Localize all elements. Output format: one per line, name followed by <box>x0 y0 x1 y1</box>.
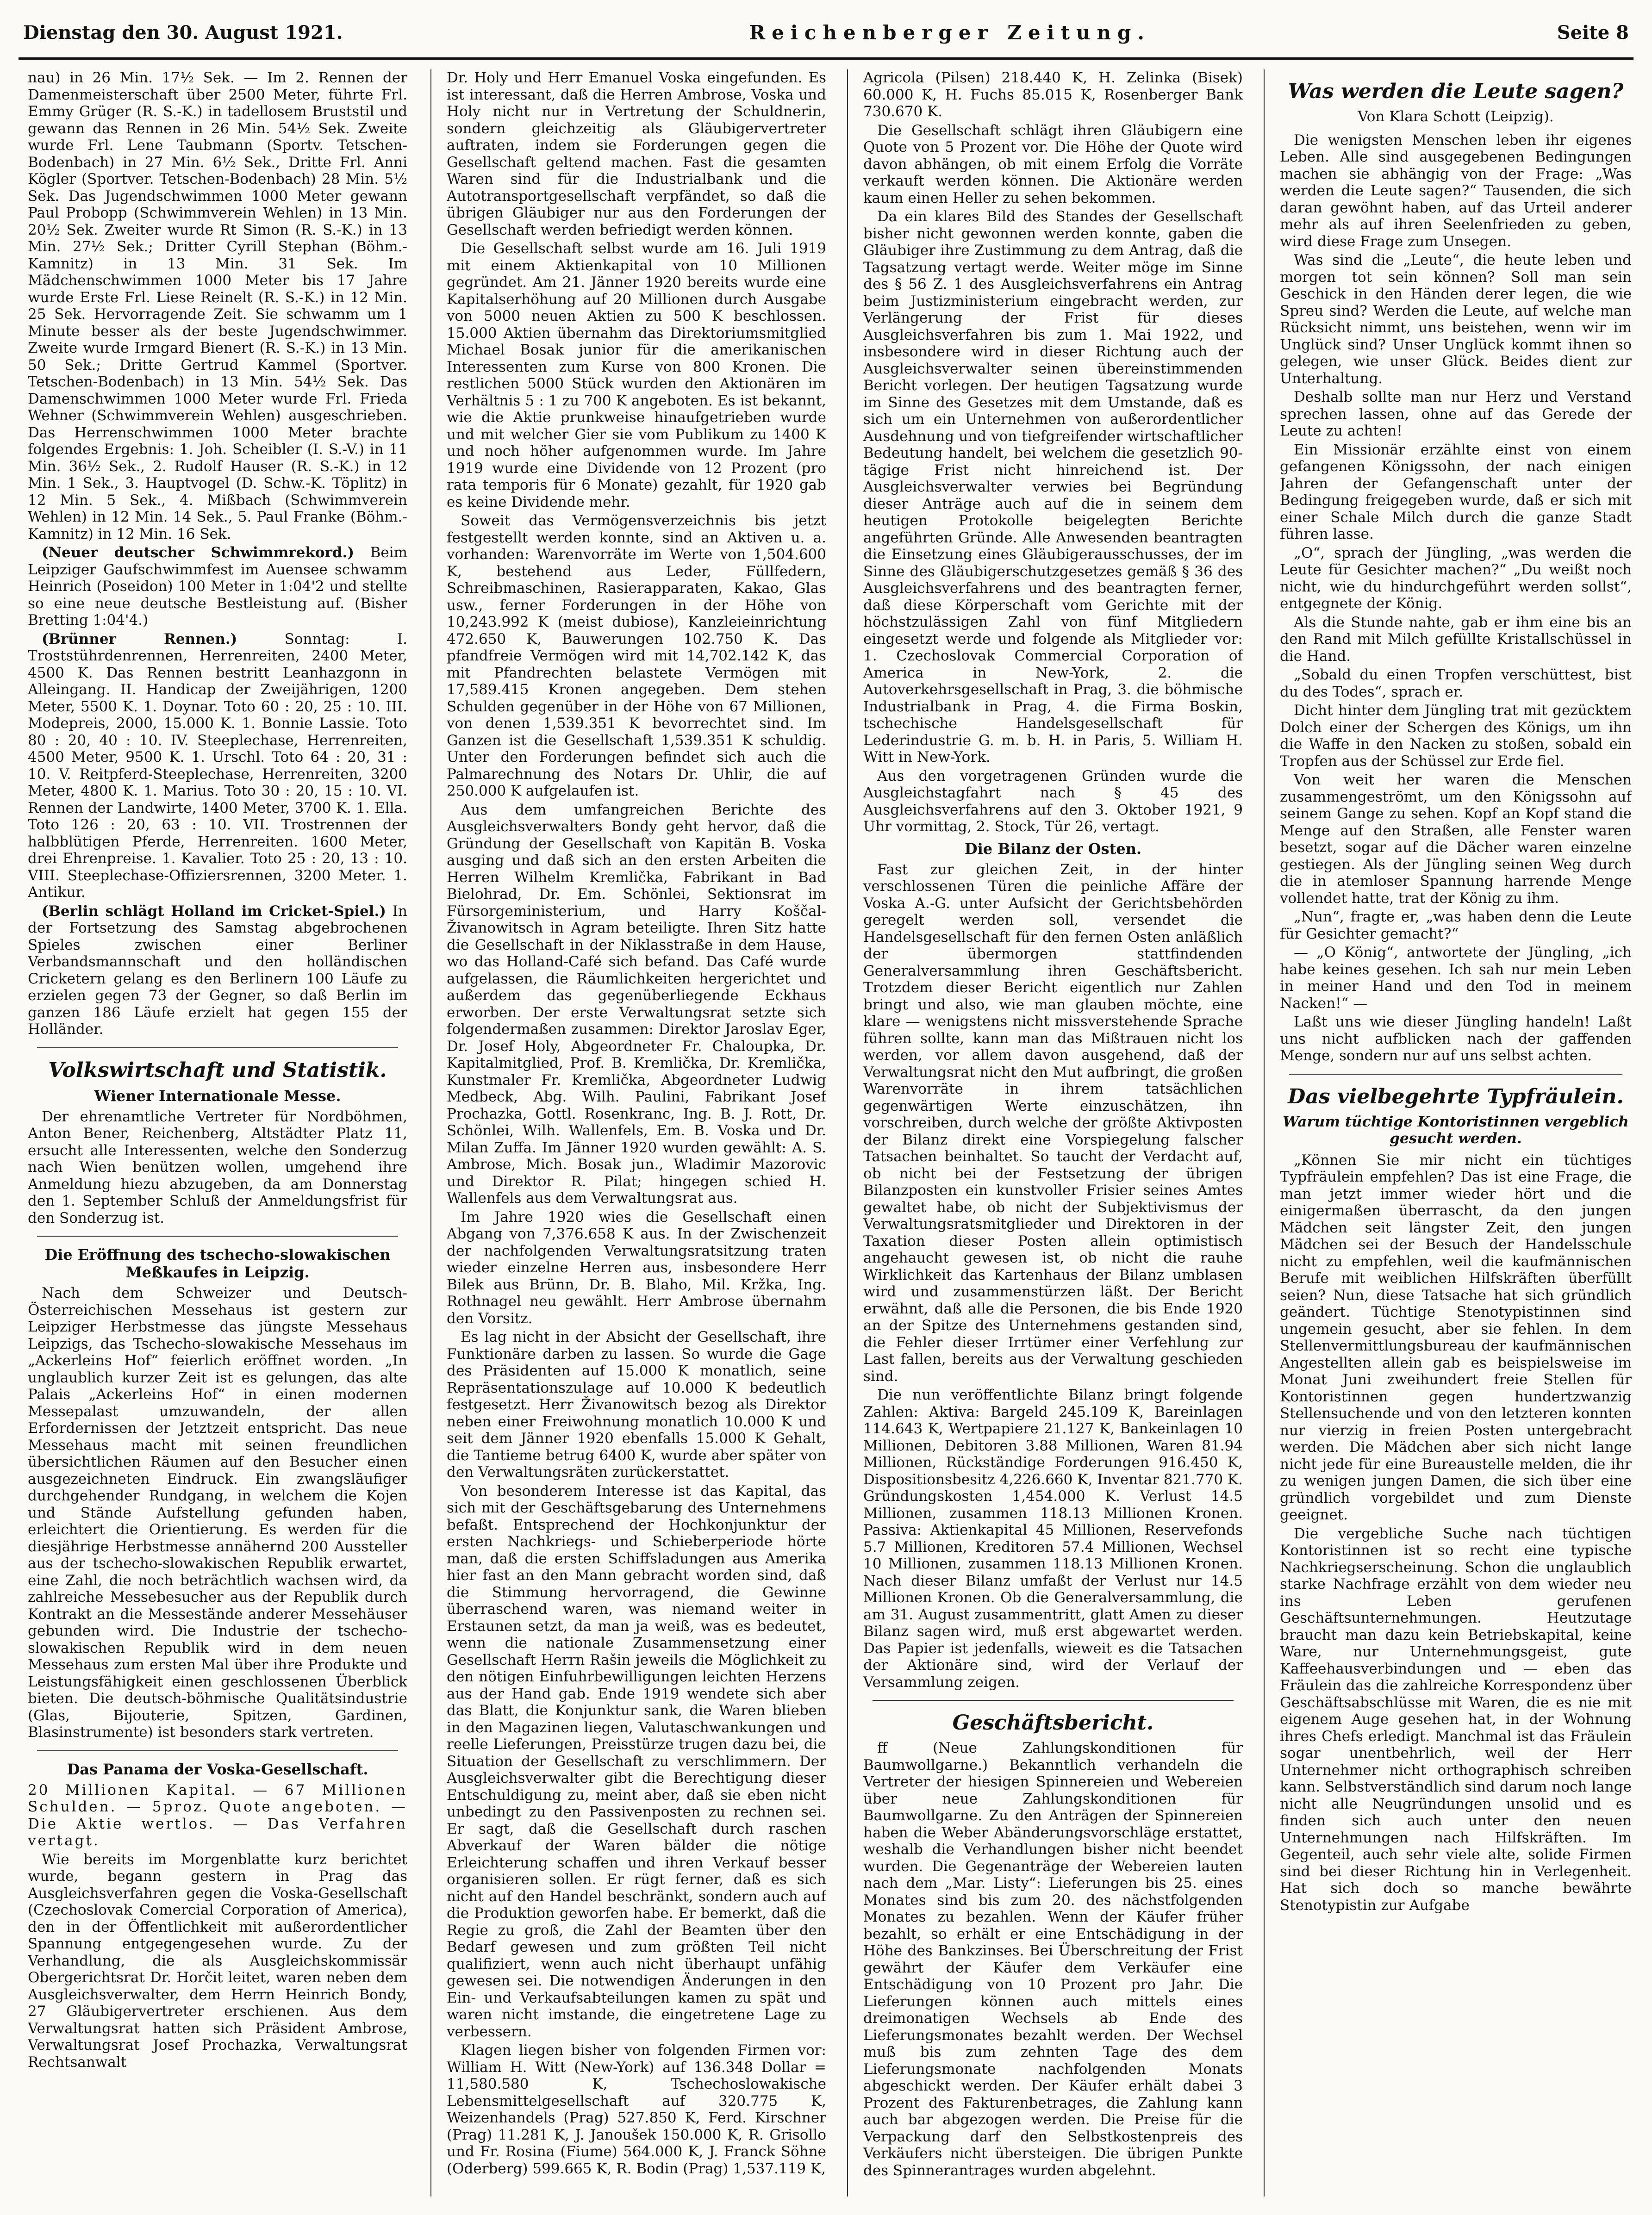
panama-subheading: 20 Millionen Kapital. — 67 Millionen Schulden. — 5proz. Quote angeboten. — Die Aktie wertlos. — Das Verfahren vertagt. <box>28 1781 407 1849</box>
geschaeftsbericht-text: ff (Neue Zahlungskonditionen für Baumwollgarne.) Bekanntlich verhandeln die Vertreter der hiesigen Spinnereien und Webereien über neue Zahlungskonditionen für Baumwollgarne. Zu den Anträgen der Spinnereien haben die Weber Abänderungsvorschläge erstattet, weshalb die Verhandlungen bisher nicht beendet wurden. Die Gegenanträge der Webereien lauten nach dem „Mar. Listy“: Lieferungen bis 25. eines Monates sind bis zum 20. des nächstfolgenden Monates zu bezahlen. Wenn der Käufer früher bezahlt, so erhält er eine Entschädigung in der Höhe des Bankzinses. Bei Überschreitung der Frist gewährt der Käufer dem Verkäufer eine Entschädigung von 10 Prozent pro Jahr. Die Lieferungen können auch mittels eines dreimonatigen Wechsels ab Ende des Lieferungsmonates bezahlt werden. Der Wechsel muß bis zum zehnten Tage des dem Lieferungsmonate nachfolgenden Monats abgeschickt werden. Der Käufer erhält dabei 3 Prozent des Fakturenbetrages, die Zahlung kann auch bar abgezogen werden. Die Preise für die Verpackung darf den Selbstkostenpreis des Verkäufers nicht übersteigen. Die übrigen Punkte des Spinnerantrages wurden abgelehnt. <box>863 1740 1243 2179</box>
bilanz-paragraph: Fast zur gleichen Zeit, in der hinter verschlossenen Türen die peinliche Affäre der Voska A.-G. unter Aufsicht der Gerichtsbehörden geregelt werden soll, versendet die Handelsgesellschaft für den fernen Osten anläßlich der übermorgen stattfindenden Generalversammlung ihren Geschäftsbericht. Trotzdem dieser Bericht eigentlich nur Zahlen bringt und also, wie man glauben möchte, eine klare — wenigstens nicht missverstehende Sprache führen sollte, kann man das Mißtrauen nicht los werden, vor allem davon ausgehend, daß der Verwaltungsrat nicht den Mut aufbringt, die großen Warenvorräte in ihrem tatsächlichen gegenwärtigen Werte einzuschätzen, ihn vorschreiben, durch welche der größte Aktivposten der Bilanz direkt eine Vorspiegelung falscher Tatsachen beinhaltet. So taucht der Verdacht auf, ob nicht bei der Festsetzung der übrigen Bilanzposten ein kunstvoller Frisier seines Amtes gewaltet habe, ob nicht der Subjektivismus der Verwaltungsratsmitglieder und Direktoren in der Taxation dieser Posten allein optimistisch angehaucht gewesen ist, ob nicht die rauhe Wirklichkeit das Kartenhaus der Bilanz umblasen wird und zusammenstürzen läßt. Der Bericht erwähnt, daß alle die Personen, die bis Ende 1920 an der Spitze des Unternehmens gestanden sind, die Fehler dieser Irrtümer einer Verfehlung zur Last fallen, bereits aus der Verwaltung geschieden sind. <box>863 861 1243 1385</box>
cricket-text: In der Fortsetzung des Samstag abgebrochenen Spieles zwischen einer Berliner Verbandsmannschaft und den holländischen Cricketern gelang es den Berlinern 100 Läufe zu erzielen gegen 73 der Gegner, so daß Berlin im ganzen 186 Läufe erzielt hat gegen 155 der Holländer. <box>28 902 407 1038</box>
section-heading-volkswirtschaft: Volkswirtschaft und Statistik. <box>48 1058 387 1082</box>
column-2 <box>447 69 826 2196</box>
column-rule <box>430 69 431 2196</box>
bilanz-heading: Die Bilanz der Osten. <box>964 840 1142 858</box>
story-paragraph: „O“, sprach der Jüngling, „was werden die Leute für Gesichter machen?“ „Du weißt noch nicht, wie du hindurchgeführt werden sollst“, entgegnete der König. <box>1280 544 1632 612</box>
record-text: Beim Leipziger Gaufschwimmfest im Auensee schwamm Heinrich (Poseidon) 100 Meter in 1:04'2 und stellte so eine neue deutsche Bestleistung auf. (Bisher Bretting 1:04'4.) <box>28 544 407 628</box>
panama-heading: Das Panama der Voska-Gesellschaft. <box>67 1760 368 1778</box>
voska-paragraph: Die Gesellschaft selbst wurde am 16. Juli 1919 mit einem Aktienkapital von 10 Millionen gegründet. Am 21. Jänner 1920 bereits wurde eine Kapitalserhöhung auf 20 Millionen durch Ausgabe von 5000 neuen Aktien zu 500 K beschlossen. 15.000 Aktien übernahm das Direktoriumsmitglied Michael Bosak junior für die amerikanischen Interessenten zum Kurse von 800 Kronen. Die restlichen 5000 Stück wurden den Aktionären im Verhältnis 5 : 1 zu 700 K angeboten. Es ist bekannt, wie die Aktie prunkweise hinaufgetrieben wurde und mit welcher Gier sie vom Publikum zu 1400 K und noch höher aufgenommen wurde. Im Jahre 1919 wurde eine Dividende von 12 Prozent (pro rata temporis für 6 Monate) gezahlt, für 1920 gab es keine Dividende mehr. <box>447 240 826 510</box>
eroeffnung-heading: Die Eröffnung des tschecho-slowakischen Meßkaufes in Leipzig. <box>44 1246 391 1281</box>
column-rule <box>847 69 848 2196</box>
story-title: Das vielbegehrte Typfräulein. <box>1288 1084 1624 1108</box>
cricket-heading: (Berlin schlägt Holland im Cricket-Spiel.) <box>42 902 386 920</box>
story-subtitle: Warum tüchtige Kontoristinnen vergeblich gesucht werden. <box>1283 1113 1629 1147</box>
voska-paragraph: Da ein klares Bild des Standes der Gesellschaft bisher nicht gewonnen werden konnte, gaben die Gläubiger ihre Zustimmung zu dem Antrag, daß die Tagsatzung vertagt werde. Weiter möge im Sinne des § 56 Z. 1 des Ausgleichsverfahrens ein Antrag beim Justizministerium eingebracht werden, zur Verlängerung der Frist für dieses Ausgleichsverfahren bis zum 1. Mai 1922, und insbesondere wird in dieser Richtung auch der Ausgleichsverwalter seinen übereinstimmenden Bericht vorlegen. Der heutigen Tagsatzung wurde im Sinne des Gesetzes mit dem Umstande, daß es sich um ein Unternehmen von außerordentlicher Ausdehnung und von tiefgreifender wirtschaftlicher Bedeutung handelt, bei welchem die gesetzlich 90-tägige Frist nicht hinreichend ist. Der Ausgleichsverwalter verwies bei Begründung dieser Anträge auch auf die in seinem dem heutigen Protokolle beigelegten Berichte angeführten Gründe. Alle Anwesenden beantragten die Einsetzung eines Gläubigerausschusses, der im Sinne des Gläubigerschutzgesetzes gemäß § 36 des Ausgleichsverfahrens und des beantragten ferner, daß diese Körperschaft vom Gerichte mit der höchstzulässigen Zahl von fünf Mitgliedern eingesetzt werde und folgende als Mitglieder vor: 1. Czechoslovak Commercial Corporation of America in New-York, 2. die Autoverkehrsgesellschaft in Prag, 3. die böhmische Industrialbank in Prag, 4. die Firma Boskin, tschechische Handelsgesellschaft für Lederindustrie G. m. b. H. in Paris, 5. William H. Witt in New-York. <box>863 208 1243 765</box>
masthead <box>23 9 1629 56</box>
story-author: Von Klara Schott (Leipzig). <box>1358 108 1554 125</box>
messe-heading: Wiener Internationale Messe. <box>94 1087 341 1105</box>
page-number: Seite 8 <box>1557 21 1629 44</box>
issue-date: Dienstag den 30. August 1921. <box>23 21 343 44</box>
story-title: Was werden die Leute sagen? <box>1288 80 1624 103</box>
voska-paragraph: Agricola (Pilsen) 218.440 K, H. Zelinka (Bisek) 60.000 K, H. Fuchs 85.015 K, Rosenberger Bank 730.670 K. <box>863 69 1243 120</box>
article-divider <box>37 1236 398 1237</box>
story-paragraph: Deshalb sollte man nur Herz und Verstand sprechen lassen, ohne auf das Gerede der Leute zu achten! <box>1280 389 1632 439</box>
bruenn-heading: (Brünner Rennen.) <box>42 630 237 647</box>
story-paragraph: Als die Stunde nahte, gab er ihm eine bis an den Rand mit Milch gefüllte Kristallschüssel in die Hand. <box>1280 614 1632 665</box>
voska-paragraph: Es lag nicht in der Absicht der Gesellschaft, ihre Funktionäre darben zu lassen. So wurde die Gage des Präsidenten auf 15.000 K monatlich, seine Repräsentationszulage auf 10.000 K bedeutlich festgesetzt. Herr Živanowitsch bezog als Direktor neben einer Freiwohnung monatlich 10.000 K und seit dem Jänner 1920 ebenfalls 15.000 K Gehalt, die Tantieme betrug 6400 K, wurde aber später von den Verwaltungsräten zurückerstattet. <box>447 1329 826 1481</box>
story-paragraph: Laßt uns wie dieser Jüngling handeln! Laßt uns nicht aufblicken nach der gaffenden Menge, sondern nur auf uns selbst achten. <box>1280 1014 1632 1064</box>
column-1 <box>28 69 407 2196</box>
sport-report: nau) in 26 Min. 17½ Sek. — Im 2. Rennen der Damenmeisterschaft über 2500 Meter, führte Frl. Emmy Grüger (R. S.-K.) in tadellosem Bruststil und gewann das Rennen in 26 Min. 54½ Sek. Zweite wurde Frl. Lene Taubmann (Sportv. Tetschen-Bodenbach) in 27 Min. 6½ Sek., Dritte Frl. Anni Kögler (Sportver. Tetschen-Bodenbach) 28 Min. 5½ Sek. Das Jugendschwimmen 1000 Meter gewann Paul Probopp (Schwimmverein Wehlen) in 13 Min. 20½ Sek. Zweiter wurde Rt Simon (R. S.-K.) in 13 Min. 27½ Sek.; Dritter Cyrill Stephan (Böhm.-Kamnitz) in 13 Min. 31 Sek. Im Mädchenschwimmen 1000 Meter bis 17 Jahre wurde Erste Frl. Liese Reinelt (R. S.-K.) in 12 Min. 25 Sek. Hervorragende Zeit. Sie schwamm um 1 Minute besser als der beste Jugendschwimmer. Zweite wurde Irmgard Bienert (R. S.-K.) in 13 Min. 50 Sek.; Dritte Gertrud Kammel (Sportver. Tetschen-Bodenbach) in 13 Min. 54½ Sek. Das Damenschwimmen 1000 Meter wurde Frl. Frieda Wehner (Schwimmverein Wehlen) ausgeschrieben. Das Herrenschwimmen 1000 Meter brachte folgendes Ergebnis: 1. Joh. Scheibler (I. S.-V.) in 11 Min. 36½ Sek., 2. Rudolf Hauser (R. S.-K.) in 12 Min. 1 Sek., 3. Hauptvogel (D. Schw.-K. Töplitz) in 12 Min. 5 Sek., 4. Mißbach (Schwimmverein Wehlen) in 12 Min. 14 Sek., 5. Paul Franke (Böhm.-Kamnitz) in 12 Min. 16 Sek. <box>28 69 407 542</box>
voska-paragraph: Dr. Holy und Herr Emanuel Voska eingefunden. Es ist interessant, daß die Herren Ambrose, Voska und Holy nicht nur in Vertretung der Schuldnerin, sondern gleichzeitig als Gläubigervertreter auftraten, indem sie Forderungen gegen die Gesellschaft geltend machen. Fast die gesamten Waren sind für die Industrialbank und die Autotransportgesellschaft verpfändet, so daß die übrigen Gläubiger nur aus den Forderungen der Gesellschaft werden befriedigt werden können. <box>447 69 826 238</box>
story-paragraph: Dicht hinter dem Jüngling trat mit gezücktem Dolch einer der Schergen des Königs, um ihn die Waffe in den Nacken zu stoßen, sobald ein Tropfen aus der Schüssel zur Erde fiel. <box>1280 702 1632 770</box>
bilanz-paragraph: Die nun veröffentlichte Bilanz bringt folgende Zahlen: Aktiva: Bargeld 245.109 K, Bareinlagen 114.643 K, Wertpapiere 21.127 K, Bankeinlagen 10 Millionen, Debitoren 3.88 Millionen, Waren 81.94 Millionen, Rückständige Forderungen 916.450 K, Dispositionsbesitz 4,226.660 K, Inventar 821.770 K. Gründungskosten 1,454.000 K. Verlust 14.5 Millionen, zusammen 118.13 Millionen Kronen. Passiva: Aktienkapital 45 Millionen, Reservefonds 5.7 Millionen, Kreditoren 57.4 Millionen, Wechsel 10 Millionen, zusammen 118.13 Millionen Kronen. Nach dieser Bilanz umfaßt der Verlust nur 14.5 Millionen Kronen. Ob die Generalversammlung, die am 31. August zusammentritt, glatt Amen zu dieser Bilanz sagen wird, muß erst abgewartet werden. Das Papier ist jedenfalls, wieweit es die Tatsachen der Aktionäre sind, wird der Verlauf der Versammlung zeigen. <box>863 1387 1243 1691</box>
eroeffnung-text: Nach dem Schweizer und Deutsch-Österreichischen Messehaus ist gestern zur Leipziger Herbstmesse das jüngste Messehaus Leipzigs, das Tschecho-slowakische Messehaus im „Ackerleins Hof“ feierlich eröffnet worden. „In unglaublich kurzer Zeit ist es gelungen, das alte Palais „Ackerleins Hof“ in einen modernen Messepalast umzuwandeln, der allen Erfordernissen der Jetztzeit entspricht. Das neue Messehaus macht mit seinen freundlichen übersichtlichen Räumen auf den Besucher einen ausgezeichneten Eindruck. Ein zwangsläufiger durchgehender Rundgang, in welchem die Kojen und Stände Aufstellung gefunden haben, erleichtert die Orientierung. Es werden für die diesjährige Herbstmesse annähernd 200 Aussteller aus der tschecho-slowakischen Republik erwartet, eine Zahl, die noch beträchtlich wachsen wird, da zahlreiche Messebesucher aus der Republik durch Kontrakt an die Messestände anderer Messehäuser gebunden wird. Die Industrie der tschecho-slowakischen Republik wird in dem neuen Messehaus zum ersten Mal über ihre Produkte und Leistungsfähigkeit einen geschlossenen Überblick bieten. Die deutsch-böhmische Qualitätsindustrie (Glas, Bijouterie, Spitzen, Gardinen, Blasinstrumente) ist besonders stark vertreten. <box>28 1285 407 1741</box>
record-heading: (Neuer deutscher Schwimmrekord.) <box>42 544 355 561</box>
column-rule <box>1264 69 1265 2196</box>
article-divider <box>37 1750 398 1751</box>
messe-text: Der ehrenamtliche Vertreter für Nordböhmen, Anton Bener, Reichenberg, Altstädter Platz 11, ersucht alle Interessenten, welche den Sonderzug nach Wien benützen wollen, umgehend ihre Anmeldung hiezu abzugeben, da am Donnerstag den 1. September Schluß der Anmeldungsfrist für den Sonderzug ist. <box>28 1108 407 1226</box>
article-divider <box>1289 1074 1622 1075</box>
story-paragraph: Was sind die „Leute“, die heute leben und morgen tot sein können? Soll man sein Geschick in den Händen derer legen, die wie Spreu sind? Werden die Leute, auf welche man Rücksicht nimmt, uns beistehen, wenn wir im Unglück sind? Unser Unglück kommt ihnen so gelegen, wie unser Glück. Beides dient zur Unterhaltung. <box>1280 252 1632 387</box>
story-paragraph: „Nun“, fragte er, „was haben denn die Leute für Gesichter gemacht?“ <box>1280 908 1632 942</box>
masthead-rule <box>19 57 1633 60</box>
story-paragraph: Die vergebliche Suche nach tüchtigen Kontoristinnen ist so recht eine typische Nachkriegserscheinung. Schon die unglaublich starke Nachfrage erzählt von dem wieder neu ins Leben gerufenen Geschäftsunternehmungen. Heutzutage braucht man dazu kein Betriebskapital, keine Ware, nur Unternehmungsgeist, gute Kaffeehausverbindungen und — eben das Fräulein das die zahlreiche Korrespondenz über Geschäftsabschlüsse mit Waren, die es nie mit eigenem Auge gesehen hat, in der Wohnung ihres Chefs erledigt. Manchmal ist das Fräulein sogar unentbehrlich, weil der Herr Unternehmer nicht orthographisch schreiben kann. Selbstverständlich sind darum noch lange nicht alle Neugründungen unsolid und es finden sich auch unter den neuen Unternehmungen nach Hilfskräften. Im Gegenteil, auch sehr viele alte, solide Firmen sind bei dieser Richtung hin in Verlegenheit. Hat sich doch so manche bewährte Stenotypistin zur Aufgabe <box>1280 1525 1632 1914</box>
article-divider <box>873 1700 1234 1701</box>
column-3 <box>863 69 1243 2196</box>
voska-paragraph: Klagen liegen bisher von folgenden Firmen vor: William H. Witt (New-York) auf 136.348 Dollar = 11,580.580 K, Tschechoslowakische Lebensmittelgesellschaft auf 320.775 K, Weizenhandels (Prag) 527.850 K, Ferd. Kirschner (Prag) 11.281 K, J. Janoušek 150.000 K, R. Grisollo und Fr. Rosina (Fiume) 564.000 K, J. Franck Söhne (Oderberg) 599.665 K, R. Bodin (Prag) 1,537.119 K, <box>447 2042 826 2177</box>
voska-paragraph: Im Jahre 1920 wies die Gesellschaft einen Abgang von 7,376.658 K aus. In der Zwischenzeit der nachfolgenden Verwaltungsratsitzung traten wieder einzelne Herren aus, insbesondere Herr Bilek aus Brünn, Dr. B. Blaho, Mil. Kržka, Ing. Rothnagel neu gewählt. Herr Ambrose übernahm den Vorsitz. <box>447 1208 826 1327</box>
story-paragraph: Die wenigsten Menschen leben ihr eigenes Leben. Alle sind ausgegebenen Bedingungen machen sie abhängig von der Frage: „Was werden die Leute sagen?“ Tausenden, die sich daran gewöhnt haben, auf das Urteil anderer mehr als auf ihren Seelenfrieden zu geben, wird diese Frage zum Unsegen. <box>1280 131 1632 250</box>
bruenn-text: Sonntag: I. Troststührdenrennen, Herrenreiten, 2400 Meter, 4500 K. Das Rennen bestritt Leanhazgonn in Alleingang. II. Handicap der Zweijährigen, 1200 Meter, 5500 K. 1. Doynar. Toto 60 : 20, 25 : 10. III. Modepreis, 2000, 15.000 K. 1. Bonnie Lassie. Toto 80 : 20, 40 : 10. IV. Steeplechase, Herrenreiten, 4500 Meter, 9500 K. 1. Urschl. Toto 64 : 20, 31 : 10. V. Reitpferd-Steeplechase, Herrenreiten, 3200 Meter, 4800 K. 1. Marius. Toto 30 : 20, 15 : 10. VI. Rennen der Landwirte, 1400 Meter, 3700 K. 1. Ella. Toto 126 : 20, 63 : 10. VII. Trostrennen der halbblütigen Pferde, Herrenreiten. 1600 Meter, drei Ehrenpreise. 1. Kavalier. Toto 25 : 20, 13 : 10. VIII. Steeplechase-Offiziersrennen, 3200 Meter. 1. Antikur. <box>28 630 407 901</box>
voska-paragraph: Soweit das Vermögensverzeichnis bis jetzt festgestellt werden konnte, sind an Aktiven u. a. vorhanden: Warenvorräte im Werte von 1,504.600 K, bestehend aus Leder, Füllfedern, Schreibmaschinen, Rasierapparaten, Kakao, Glas usw., ferner Forderungen in der Höhe von 10,243.992 K (meist dubiose), Kanzleieinrichtung 472.650 K, Bauwerungen 102.750 K. Das pfandfreie Vermögen wird mit 14,702.142 K, das mit Pfandrechten belastete Vermögen mit 17,589.415 Kronen angegeben. Dem stehen Schulden gegenüber in der Höhe von 67 Millionen, von denen 1,539.351 K bevorrechtet sind. Im Ganzen ist die Gesellschaft 1,539.351 K schuldig. Unter den Forderungen befindet sich auch die Palmarechnung des Notars Dr. Uhlir, die auf 250.000 K aufgelaufen ist. <box>447 512 826 799</box>
voska-paragraph: Von besonderem Interesse ist das Kapital, das sich mit der Geschäftsgebarung des Unternehmens befaßt. Entsprechend der Hochkonjunktur der ersten Nachkriegs- und Schieberperiode hörte man, daß die ersten Schiffsladungen aus Amerika hier fast an den Mann gebracht worden sind, daß die Stimmung hervorragend, die Gewinne überraschend waren, was niemand weiter in Erstaunen setzt, da man ja weiß, was es bedeutet, wenn die nationale Zusammensetzung einer Gesellschaft Herrn Rašin jeweils die Möglichkeit zu den nötigen Einfuhrbewilligungen leichten Herzens aus der Hand gab. Ende 1919 wendete sich aber das Blatt, die Konjunktur sank, die Waren blieben in den Magazinen liegen, Valutaschwankungen und reelle Lieferungen, Preisstürze trugen dazu bei, die Situation der Gesellschaft zu verschlimmern. Der Ausgleichsverwalter gibt die Berechtigung dieser Entschuldigung zu, meint aber, daß sie eben nicht unbedingt zu den Passivenposten zu rechnen sei. Er sagt, daß die Gesellschaft durch raschen Abverkauf der Waren bälder die nötige Erleichterung schaffen und ihren Verkauf besser organisieren sollen. Er rügt ferner, daß es sich nicht auf den Handel beschränkt, sondern auch auf die Produktion geworfen habe. Er bemerkt, daß die Regie zu groß, die Zahl der Beamten über den Bedarf gewesen und zum größten Teil nicht qualifiziert, wenn auch nicht überhaupt unfähig gewesen sei. Die notwendigen Änderungen in den Ein- und Verkaufsabteilungen kamen zu spät und waren nicht imstande, die eingetretene Lage zu verbessern. <box>447 1482 826 2040</box>
story-paragraph: — „O König“, antwortete der Jüngling, „ich habe keines gesehen. Ich sah nur mein Leben in meiner Hand und den Tod in meinem Nacken!“ — <box>1280 944 1632 1012</box>
story-paragraph: Von weit her waren die Menschen zusammengeströmt, um den Königssohn auf seinem Gange zu sehen. Kopf an Kopf stand die Menge auf den Straßen, alle Fenster waren besetzt, sogar auf die Dächer waren einzelne gestiegen. Als der Jüngling seinen Weg durch die in atemloser Spannung harrende Menge vollendet hatte, trat der König zu ihm. <box>1280 772 1632 907</box>
panama-text: Wie bereits im Morgenblatte kurz berichtet wurde, begann gestern in Prag das Ausgleichsverfahren gegen die Voska-Gesellschaft (Czechoslovak Comercial Corporation of America), den in der Öffentlichkeit mit außerordentlicher Spannung entgegengesehen wurde. Zu der Verhandlung, die als Ausgleichskommissär Obergerichtsrat Dr. Horčit leitet, waren neben dem Ausgleichsverwalter, dem Herrn Heinrich Bondy, 27 Gläubigervertreter erschienen. Aus dem Verwaltungsrat hatten sich Präsident Ambrose, Verwaltungsrat Josef Prochazka, Verwaltungsrat Rechtsanwalt <box>28 1851 407 2071</box>
section-divider <box>37 1047 398 1048</box>
story-paragraph: Ein Missionär erzählte einst von einem gefangenen Königssohn, der nach einigen Jahren der Gefangenschaft unter der Bedingung freigegeben wurde, daß er sich mit einer Schale Milch durch die ganze Stadt führen lasse. <box>1280 441 1632 542</box>
story-paragraph: „Sobald du einen Tropfen verschüttest, bist du des Todes“, sprach er. <box>1280 666 1632 700</box>
column-4 <box>1280 69 1632 2196</box>
voska-paragraph: Die Gesellschaft schlägt ihren Gläubigern eine Quote von 5 Prozent vor. Die Höhe der Quote wird davon abhängen, ob mit einem Erfolg die Vorräte verkauft werden können. Die Aktionäre werden kaum einen Heller zu sehen bekommen. <box>863 122 1243 206</box>
voska-paragraph: Aus dem umfangreichen Berichte des Ausgleichsverwalters Bondy geht hervor, daß die Gründung der Gesellschaft von Kapitän B. Voska ausging und daß sich an den ersten Arbeiten die Herren Wilhelm Kremlička, Fabrikant in Bad Bielohrad, Dr. Em. Schönlei, Sektionsrat im Fürsorgeministerium, und Harry Koščal-Živanowitsch in Agram beteiligte. Ihren Sitz hatte die Gesellschaft in der Niklasstraße in dem Hause, wo das Holland-Café sich befand. Das Café wurde aufgelassen, die Räumlichkeiten hergerichtet und außerdem das gegenüberliegende Eckhaus erworben. Der erste Verwaltungsrat setzte sich folgendermaßen zusammen: Direktor Jaroslav Eger, Dr. Josef Holy, Abgeordneter Fr. Chaloupka, Dr. Kapitalmitglied, Prof. B. Kremlička, Dr. Kremlička, Kunstmaler Fr. Kremlička, Abgeordneter Ludwig Medbeck, Abg. Wilh. Paulini, Fabrikant Josef Prochazka, Gottl. Rosenkranc, Ing. B. J. Rott, Dr. Schönlei, Wilh. Wallenfels, Em. B. Voska und Dr. Milan Zuffa. Im Jänner 1920 wurden gewählt: A. S. Ambrose, Mich. Bosak jun., Wladimir Mazorovic und Direktor R. Pilat; hingegen schied H. Wallenfels aus dem Verwaltungsrat aus. <box>447 801 826 1207</box>
story-paragraph: „Können Sie mir nicht ein tüchtiges Typfräulein empfehlen? Das ist eine Frage, die man jetzt immer wieder hört und die einigermaßen überrascht, da den jungen Mädchen seit längster Zeit, den jungen Mädchen sei der Besuch der Handelsschule nicht zu empfehlen, weil die kaufmännischen Berufe mit weiblichen Hilfskräften überfüllt seien? Nun, diese Tatsache hat sich gründlich geändert. Tüchtige Stenotypistinnen sind ungemein gesucht, aber sie fehlen. In dem Stellenvermittlungsbureau der kaufmännischen Angestellten allein gab es beispielsweise im Monat Juni zweihundert freie Stellen für Kontoristinnen gegen hundertzwanzig Stellensuchende und von den letzteren konnten nur vierzig in freien Posten untergebracht werden. Die Mädchen aber sich nicht lange nicht jede für eine Bureaustelle melden, die ihr zu wenigen jungen Damen, die sich über eine gründlich vorgebildet und zum Dienste geeignet. <box>1280 1151 1632 1523</box>
voska-paragraph: Aus den vorgetragenen Gründen wurde die Ausgleichstagfahrt nach § 45 des Ausgleichsverfahrens auf den 3. Oktober 1921, 9 Uhr vormittag, 2. Stock, Tür 26, vertagt. <box>863 767 1243 835</box>
section-heading-geschaeftsbericht: Geschäftsbericht. <box>952 1711 1154 1735</box>
newspaper-title: Reichenberger Zeitung. <box>749 21 1151 44</box>
